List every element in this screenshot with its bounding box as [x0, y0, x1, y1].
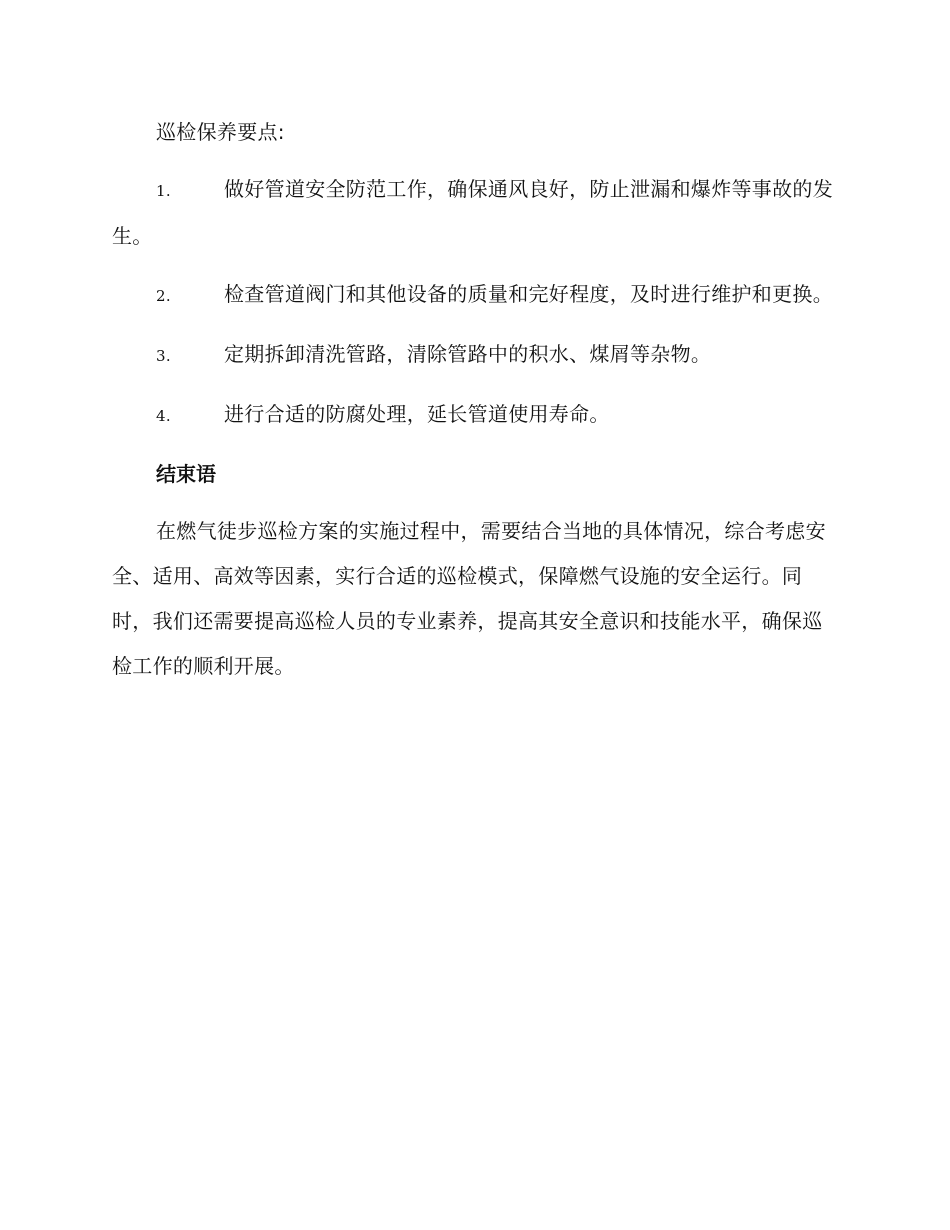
list-number: 2. [156, 287, 171, 305]
list-item [112, 332, 834, 379]
section-intro: 巡检保养要点: [156, 120, 285, 144]
list-item [112, 392, 834, 439]
list-text: 定期拆卸清洗管路，清除管路中的积水、煤屑等杂物。 [224, 342, 712, 366]
list-number: 4. [156, 407, 171, 425]
list-text: 检查管道阀门和其他设备的质量和完好程度，及时进行维护和更换。 [224, 282, 833, 306]
list-text: 做好管道安全防范工作，确保通风良好，防止泄漏和爆炸等事故的发生。 [112, 177, 833, 248]
list-number: 3. [156, 347, 171, 365]
conclusion-heading: 结束语 [156, 462, 216, 486]
maintenance-list [112, 167, 834, 439]
list-text: 进行合适的防腐处理，延长管道使用寿命。 [224, 402, 610, 426]
list-item [112, 167, 834, 259]
conclusion-paragraph: 在燃气徒步巡检方案的实施过程中，需要结合当地的具体情况，综合考虑安全、适用、高效等因素，实行合适的巡检模式，保障燃气设施的安全运行。同时，我们还需要提高巡检人员的专业素养，提高其安全意识和技能水平，确保巡检工作的顺利开展。 [112, 519, 826, 678]
list-number: 1. [156, 182, 171, 200]
document-page [112, 110, 834, 689]
list-item [112, 272, 834, 319]
